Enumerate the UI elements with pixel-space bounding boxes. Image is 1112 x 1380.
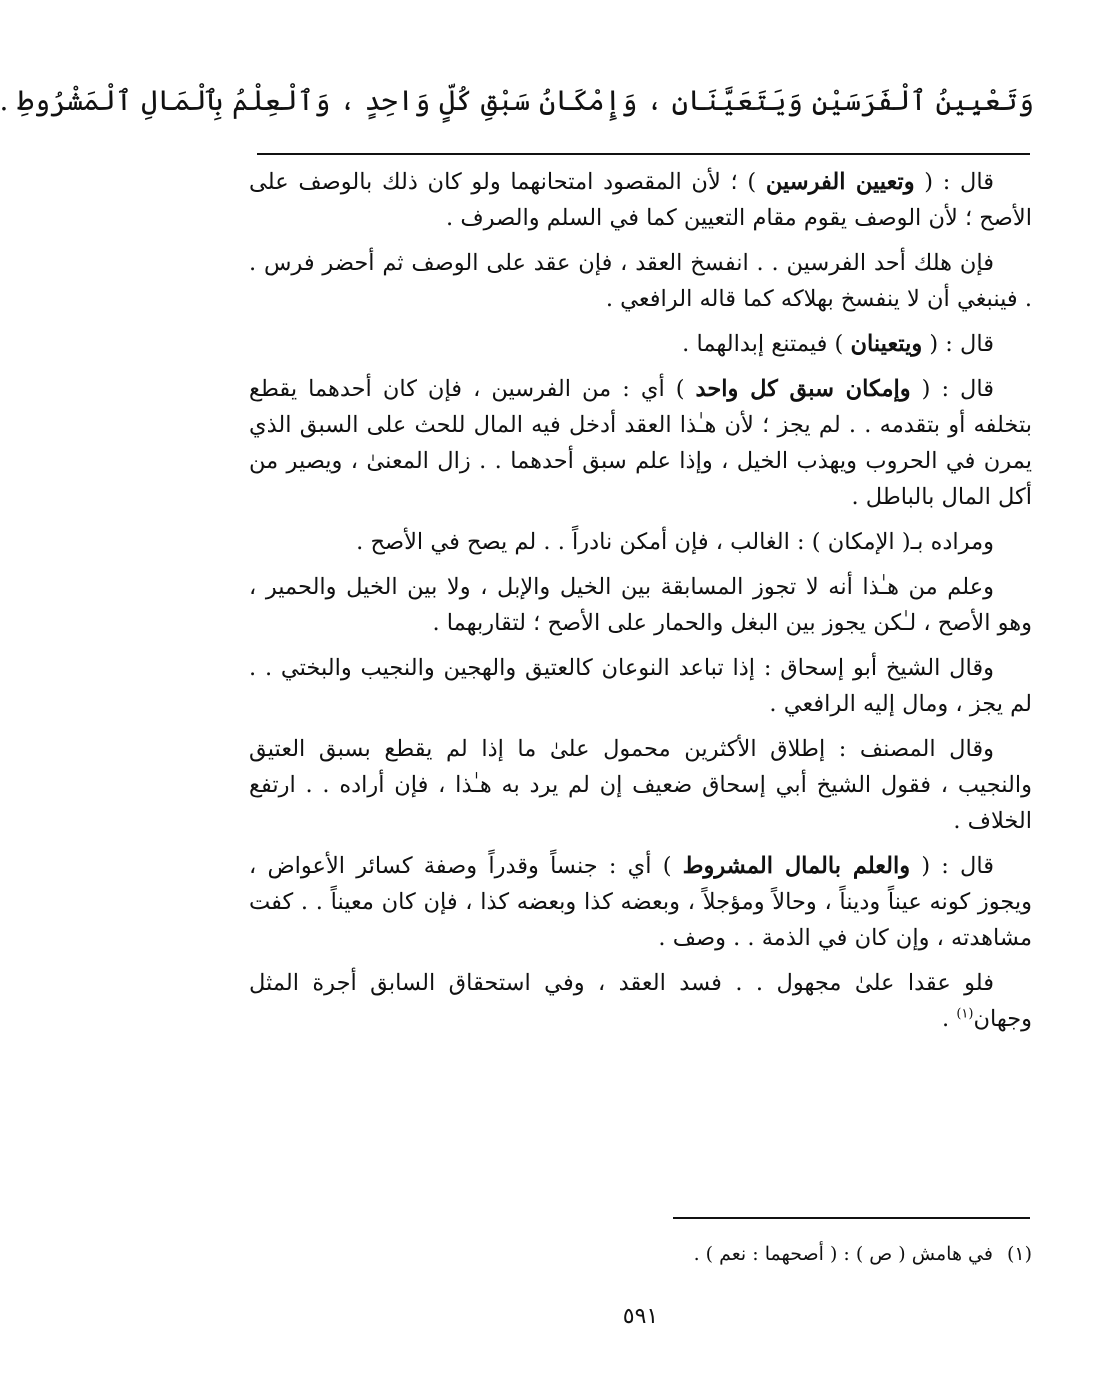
paragraph-text: ) ؛ لأن المقصود امتحانهما ولو كان ذلك بالوصف على الأصح ؛ لأن الوصف يقوم مقام التعيين كما في السلم والصرف . (249, 169, 1032, 231)
paragraph-text: وقال الشيخ أبو إسحاق : إذا تباعد النوعان كالعتيق والهجين والنجيب والبختي . . لم يجز ، ومال إليه الرافعي . (249, 655, 1032, 717)
quoted-matn: وإمكان سبق كل واحد (695, 376, 911, 402)
paragraph (249, 326, 1032, 362)
paragraph-prefix: قال : ( (922, 331, 994, 357)
paragraph-text: ) فيمتنع إبدالهما . (682, 331, 851, 357)
quoted-matn: وتعيين الفرسين (765, 169, 915, 195)
paragraph-text: ) أي : من الفرسين ، فإن كان أحدهما يقطع بتخلفه أو بتقدمه . . لم يجز ؛ لأن هـٰذا العقد أدخل فيه المال للحث على السبق الذي يمرن في الحروب ويهذب الخيل ، وإذا علم سبق أحدهما . . زال المعنىٰ ، ويصير من أكل المال بالباطل . (249, 376, 1033, 510)
paragraph-prefix: قال : ( (910, 376, 995, 402)
commentary-body (249, 164, 1032, 1046)
footnote (249, 1240, 1032, 1268)
footnote-number: (١) (1006, 1243, 1032, 1265)
paragraph-text: ) أي : جنساً وقدراً وصفة كسائر الأعواض ، ويجوز كونه عيناً وديناً ، وحالاً ومؤجلاً ، وبعضه كذا وبعضه كذا ، فإن كان معيناً . . كفت مشاهدته ، وإن كان في الذمة . . وصف . (249, 853, 1032, 951)
footnote-divider (673, 1217, 1030, 1219)
paragraph (249, 245, 1032, 317)
paragraph-text: وعلم من هـٰذا أنه لا تجوز المسابقة بين الخيل والإبل ، ولا بين الخيل والحمير ، وهو الأصح ، لـٰكن يجوز بين البغل والحمار على الأصح ؛ لتقاربهما . (249, 574, 1032, 636)
paragraph (249, 164, 1032, 236)
footnote-reference: (١) (956, 1006, 974, 1022)
paragraph-tail: . (942, 1006, 957, 1032)
paragraph (249, 371, 1032, 515)
paragraph-text: ومراده بـ( الإمكان ) : الغالب ، فإن أمكن نادراً . . لم يصح في الأصح . (356, 529, 994, 555)
paragraph (249, 731, 1032, 839)
paragraph-text: فلو عقدا علىٰ مجهول . . فسد العقد ، وفي استحقاق السابق أجرة المثل وجهان (249, 970, 1032, 1032)
paragraph (249, 650, 1032, 722)
matn-text: وَتَعْيِينُ ٱلْفَرَسَيْنِ وَيَتَعَيَّنَانِ ، وَإِمْكَانُ سَبْقِ كُلٍّ وَاحِدٍ ، وَٱلْعِلْمُ بِٱلْمَالِ ٱلْمَشْرُوطِ . (0, 84, 1034, 117)
footnote-text: في هامش ( ص ) : ( أصحهما : نعم ) . (693, 1243, 993, 1265)
paragraph (249, 965, 1032, 1037)
page-number: ٥٩١ (622, 1304, 659, 1329)
paragraph-text: وقال المصنف : إطلاق الأكثرين محمول علىٰ ما إذا لم يقطع بسبق العتيق والنجيب ، فقول الشيخ أبي إسحاق ضعيف إن لم يرد به هـٰذا ، فإن أراده . . ارتفع الخلاف . (249, 736, 1032, 834)
paragraph (249, 524, 1032, 560)
paragraph (249, 848, 1032, 956)
paragraph (249, 569, 1032, 641)
paragraph-text: فإن هلك أحد الفرسين . . انفسخ العقد ، فإن عقد على الوصف ثم أحضر فرس . . فينبغي أن لا ينفسخ بهلاكه كما قاله الرافعي . (249, 250, 1032, 312)
paragraph-prefix: قال : ( (910, 853, 995, 879)
quoted-matn: والعلم بالمال المشروط (682, 853, 911, 879)
quoted-matn: ويتعينان (850, 331, 923, 357)
header-divider (257, 153, 1030, 155)
paragraph-prefix: قال : ( (914, 169, 994, 195)
